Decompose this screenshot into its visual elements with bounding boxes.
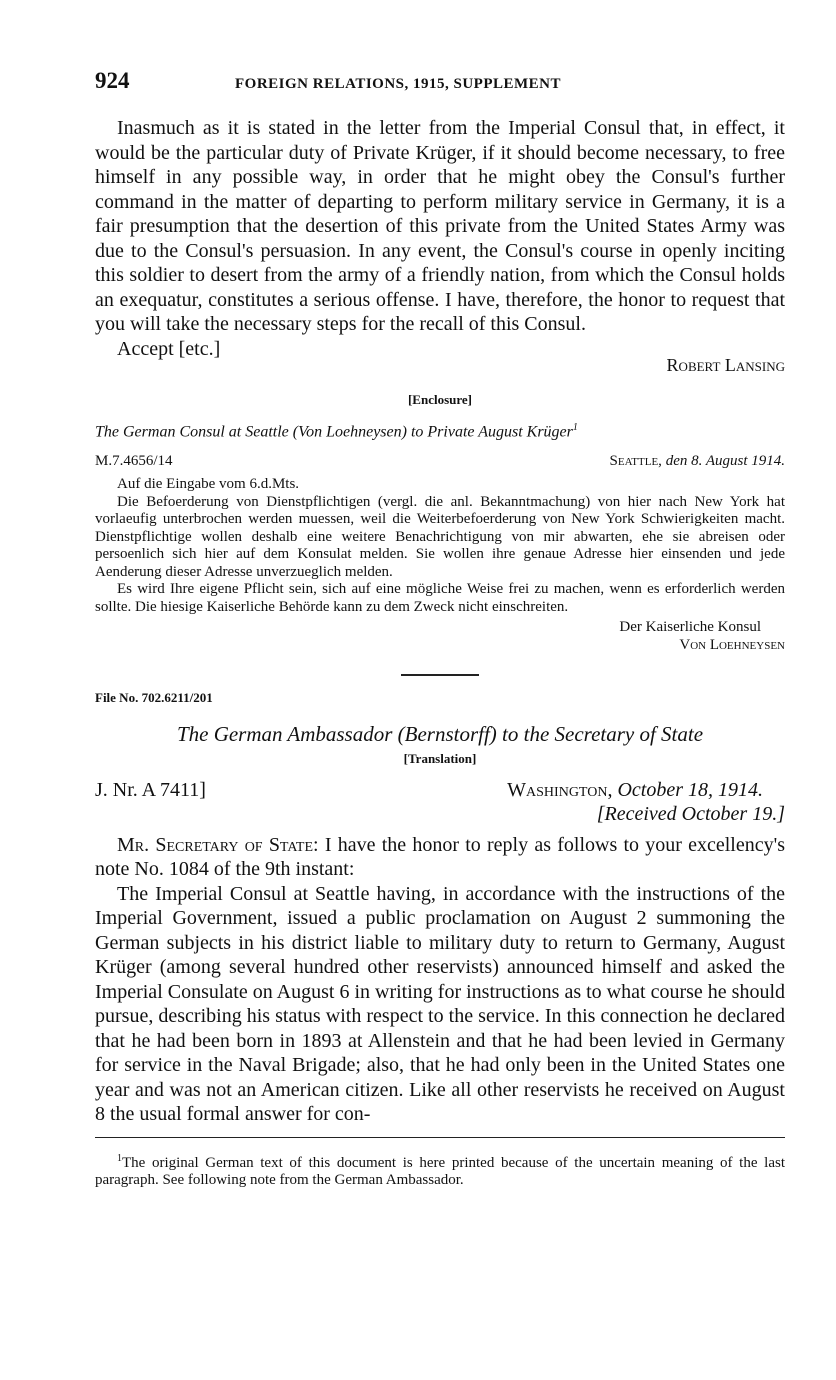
document2-place-date — [507, 779, 785, 802]
document2-para1-text: I have the honor to reply as follows to your excellency's note No. 1084 of the 9th instant: — [95, 833, 786, 881]
salutation: Mr. Secretary of State: — [117, 833, 319, 856]
enclosure-para1: Die Befoerderung von Dienstpflichtigen (vergl. die anl. Bekanntmachung) von hier nach New York hat vorlaeufig unterbrochen werden muessen, weil die Weiterbefoerderung von New York Schwierigkeiten macht. Dienstpflichtige wollen deshalb eine weitere Benachrichtigung von mir abwarten, ehe sie abreisen oder persoenlich sich hier auf dem Konsulat melden. Sie wollen ihre genaue Adresse hier einsenden und jede Aenderung dieser Adresse unverzueglich melden. — [95, 493, 785, 580]
enclosure-ref-number: M.7.4656/14 — [95, 453, 173, 470]
document2-para1 — [95, 833, 785, 882]
enclosure-date: den 8. August 1914. — [665, 453, 785, 470]
footnote-rule — [95, 1137, 785, 1138]
enclosure-label: [Enclosure] — [407, 392, 473, 407]
enclosure-heading — [95, 422, 785, 441]
footnote-reference: 1 — [572, 422, 578, 433]
page-header — [95, 68, 785, 104]
enclosure-place: Seattle, — [609, 453, 662, 470]
enclosure-heading-text: The German Consul at Seattle (Von Loehneysen) to Private August Krüger — [95, 423, 573, 441]
document2-ref: J. Nr. A 7411] — [95, 779, 206, 802]
letter-signature: Robert Lansing — [666, 355, 785, 375]
document2-dateline — [95, 779, 785, 802]
letter-closing: Accept [etc.] — [117, 337, 221, 360]
translation-label: [Translation] — [403, 751, 477, 767]
enclosure-sign2: Von Loehneysen — [679, 636, 785, 653]
document2-place: Washington, — [507, 779, 613, 802]
document2-para2: The Imperial Consul at Seattle having, in accordance with the instructions of the Imperial Government, issued a public proclamation on August 2 summoning the German subjects in his district liable to military duty to return to Germany, August Krüger (among several hundred other reservists) announced himself and asked the Imperial Consulate on August 6 in writing for instructions as to what course he should pursue, describing his status with respect to the service. In this connection he declared that he had been born in 1893 at Allenstein and that he had been levied in Germany for service in the Naval Brigade; also, that he had only been in the United States one year and was not an American citizen. Like all other reservists he received on August 8 the usual formal answer for con- — [95, 882, 785, 1126]
page-number: 924 — [95, 68, 130, 93]
enclosure-sign1: Der Kaiserliche Konsul — [619, 619, 761, 636]
document2-received: [Received October 19.] — [596, 803, 785, 826]
enclosure-line1: Auf die Eingabe vom 6.d.Mts. — [117, 476, 300, 493]
section-divider — [401, 674, 479, 676]
footnote-text: The original German text of this document is here printed because of the uncertain meaning of the last paragraph. See following note from the German Ambassador. — [95, 1154, 785, 1189]
footnote-marker: 1 — [117, 1152, 122, 1164]
letter-paragraph: Inasmuch as it is stated in the letter from the Imperial Consul that, in effect, it would be the particular duty of Private Krüger, if it should become necessary, to free himself in any possible way, in order that he might obey the Consul's further command in the matter of departing to perform military service in Germany, it is a fair presumption that the desertion of this private from the United States Army was due to the Consul's persuasion. In any event, the Consul's course in openly inciting this soldier to desert from the army of a friendly nation, from which the Consul holds an exequatur, constitutes a serious offense. I have, therefore, the honor to request that you will take the necessary steps for the recall of this Consul. — [95, 117, 785, 335]
document2-date: October 18, 1914. — [617, 779, 763, 802]
document-page — [95, 68, 785, 1190]
running-title: FOREIGN RELATIONS, 1915, SUPPLEMENT — [235, 76, 562, 92]
enclosure-dateline — [95, 453, 785, 470]
file-number: File No. 702.6211/201 — [95, 690, 213, 706]
enclosure-place-date — [610, 453, 785, 470]
document2-heading: The German Ambassador (Bernstorff) to the Secretary of State — [176, 722, 704, 747]
footnote — [95, 1150, 785, 1190]
enclosure-para2: Es wird Ihre eigene Pflicht sein, sich auf eine mögliche Weise frei zu machen, wenn es erforderlich werden sollte. Die hiesige Kaiserliche Behörde kann zu dem Zweck nicht einschreiten. — [95, 581, 785, 615]
